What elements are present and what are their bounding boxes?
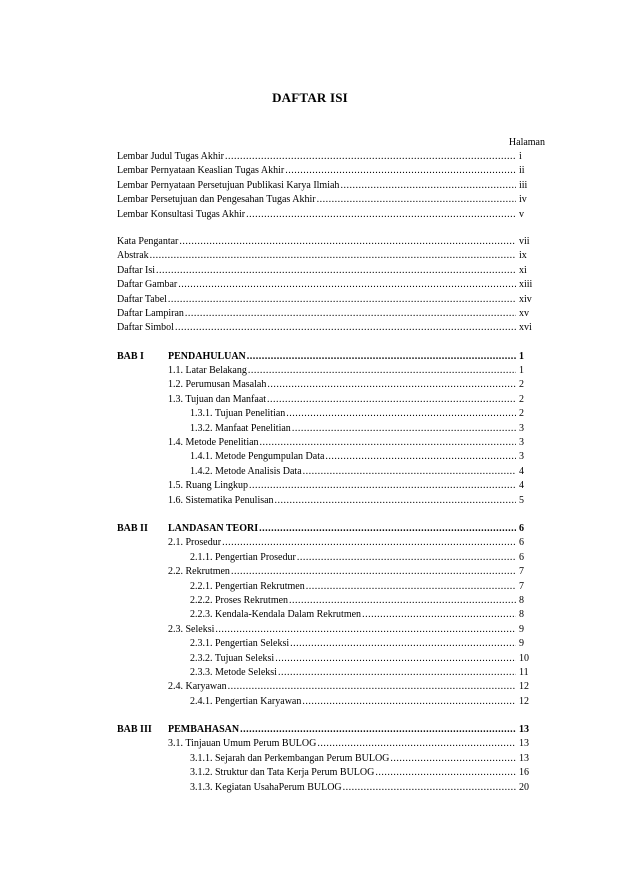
toc-entry: Lembar Persetujuan dan Pengesahan Tugas Akhir ..... iv <box>117 193 545 207</box>
toc-entry: 1.3.1. Tujuan Penelitian ..... 2 <box>117 407 545 421</box>
toc-entry: 2.3.1. Pengertian Seleksi ..... 9 <box>117 637 545 651</box>
toc-entry: 2.3.2. Tujuan Seleksi ..... 10 <box>117 652 545 666</box>
toc-entry: 2.2. Rekrutmen ..... 7 <box>117 565 545 579</box>
toc-entry: Daftar Gambar ..... xiii <box>117 278 545 292</box>
toc-entry: 1.3. Tujuan dan Manfaat ..... 2 <box>117 393 545 407</box>
toc-entry: 1.6. Sistematika Penulisan ..... 5 <box>117 494 545 508</box>
toc-entry: 2.4.1. Pengertian Karyawan ..... 12 <box>117 695 545 709</box>
toc-entry: 2.1. Prosedur ..... 6 <box>117 536 545 550</box>
toc-entry: Daftar Tabel ..... xiv <box>117 293 545 307</box>
toc-entry: 2.2.2. Proses Rekrutmen ..... 8 <box>117 594 545 608</box>
toc-entry: 1.3.2. Manfaat Penelitian ..... 3 <box>117 422 545 436</box>
toc-entry: Abstrak ..... ix <box>117 249 545 263</box>
toc-entry: 2.3.3. Metode Seleksi ..... 11 <box>117 666 545 680</box>
toc-entry: 2.4. Karyawan ..... 12 <box>117 680 545 694</box>
toc-entry: 1.5. Ruang Lingkup ..... 4 <box>117 479 545 493</box>
chapter-heading: BAB I PENDAHULUAN ..... 1 <box>117 350 545 364</box>
toc-entry: 2.3. Seleksi ..... 9 <box>117 623 545 637</box>
toc-entry: 3.1.1. Sejarah dan Perkembangan Perum BULOG ..... 13 <box>117 752 545 766</box>
toc-entry: 1.4. Metode Penelitian ..... 3 <box>117 436 545 450</box>
toc-entry: 3.1.3. Kegiatan UsahaPerum BULOG ..... 20 <box>117 781 545 795</box>
toc-entry: Daftar Lampiran ..... xv <box>117 307 545 321</box>
toc-entry: 1.2. Perumusan Masalah ..... 2 <box>117 378 545 392</box>
toc-entry: 3.1. Tinjauan Umum Perum BULOG ..... 13 <box>117 737 545 751</box>
toc-entry: 1.4.2. Metode Analisis Data ..... 4 <box>117 465 545 479</box>
toc-entry: 1.1. Latar Belakang ..... 1 <box>117 364 545 378</box>
chapter-heading: BAB III PEMBAHASAN ..... 13 <box>117 723 545 737</box>
toc-entry: Lembar Pernyataan Keaslian Tugas Akhir ..... ii <box>117 164 545 178</box>
toc-entry: Daftar Isi ..... xi <box>117 264 545 278</box>
toc-entry: Kata Pengantar ..... vii <box>117 235 545 249</box>
halaman-label: Halaman <box>508 137 545 148</box>
toc-entry: 2.2.3. Kendala-Kendala Dalam Rekrutmen ..... 8 <box>117 608 545 622</box>
page-title: DAFTAR ISI <box>272 90 348 105</box>
toc-entry: 2.1.1. Pengertian Prosedur ..... 6 <box>117 551 545 565</box>
toc-entry: 1.4.1. Metode Pengumpulan Data ..... 3 <box>117 450 545 464</box>
chapter-heading: BAB II LANDASAN TEORI ..... 6 <box>117 522 545 536</box>
toc-entry: Daftar Simbol ..... xvi <box>117 321 545 335</box>
toc-entry: 3.1.2. Struktur dan Tata Kerja Perum BULOG ..... 16 <box>117 766 545 780</box>
toc-entry: 2.2.1. Pengertian Rekrutmen ..... 7 <box>117 580 545 594</box>
toc-entry: Lembar Judul Tugas Akhir ..... i <box>117 150 545 164</box>
toc-entry: Lembar Konsultasi Tugas Akhir ..... v <box>117 208 545 222</box>
table-of-contents <box>117 150 545 795</box>
toc-entry: Lembar Pernyataan Persetujuan Publikasi Karya Ilmiah ..... iii <box>117 179 545 193</box>
